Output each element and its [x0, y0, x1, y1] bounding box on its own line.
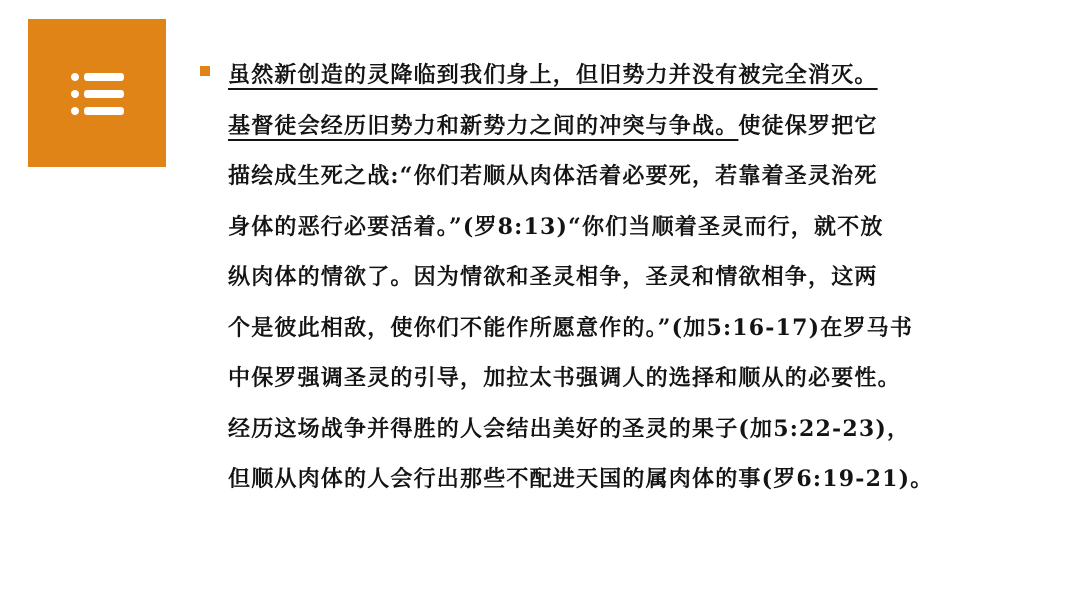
paragraph-line-7: 中保罗强调圣灵的引导，加拉太书强调人的选择和顺从的必要性。: [228, 365, 901, 391]
bullet-paragraph: [228, 50, 1028, 505]
paragraph-line-9: 但顺从肉体的人会行出那些不配进天国的属肉体的事(罗6:19-21)。: [228, 466, 934, 492]
list-icon: [70, 71, 126, 117]
paragraph-line-5: 纵肉体的情欲了。因为情欲和圣灵相争，圣灵和情欲相争，这两: [228, 264, 878, 290]
paragraph-line-3: 描绘成生死之战:“你们若顺从肉体活着必要死，若靠着圣灵治死: [228, 163, 878, 189]
paragraph-line-2: [228, 101, 1028, 152]
paragraph-line-1: 虽然新创造的灵降临到我们身上，但旧势力并没有被完全消灭。: [228, 62, 878, 88]
paragraph-line-2-underlined: 基督徒会经历旧势力和新势力之间的冲突与争战。: [228, 112, 739, 139]
paragraph-line-6: 个是彼此相敌，使你们不能作所愿意作的。”(加5:16-17)在罗马书: [228, 314, 914, 341]
paragraph-line-2-rest: 使徒保罗把它: [738, 112, 878, 139]
bullet-marker: [200, 66, 210, 76]
list-icon-box: [28, 19, 166, 167]
paragraph-line-8: 经历这场战争并得胜的人会结出美好的圣灵的果子(加5:22-23)，: [228, 415, 911, 442]
paragraph-line-4: 身体的恶行必要活着。”(罗8:13)“你们当顺着圣灵而行，就不放: [228, 213, 884, 240]
